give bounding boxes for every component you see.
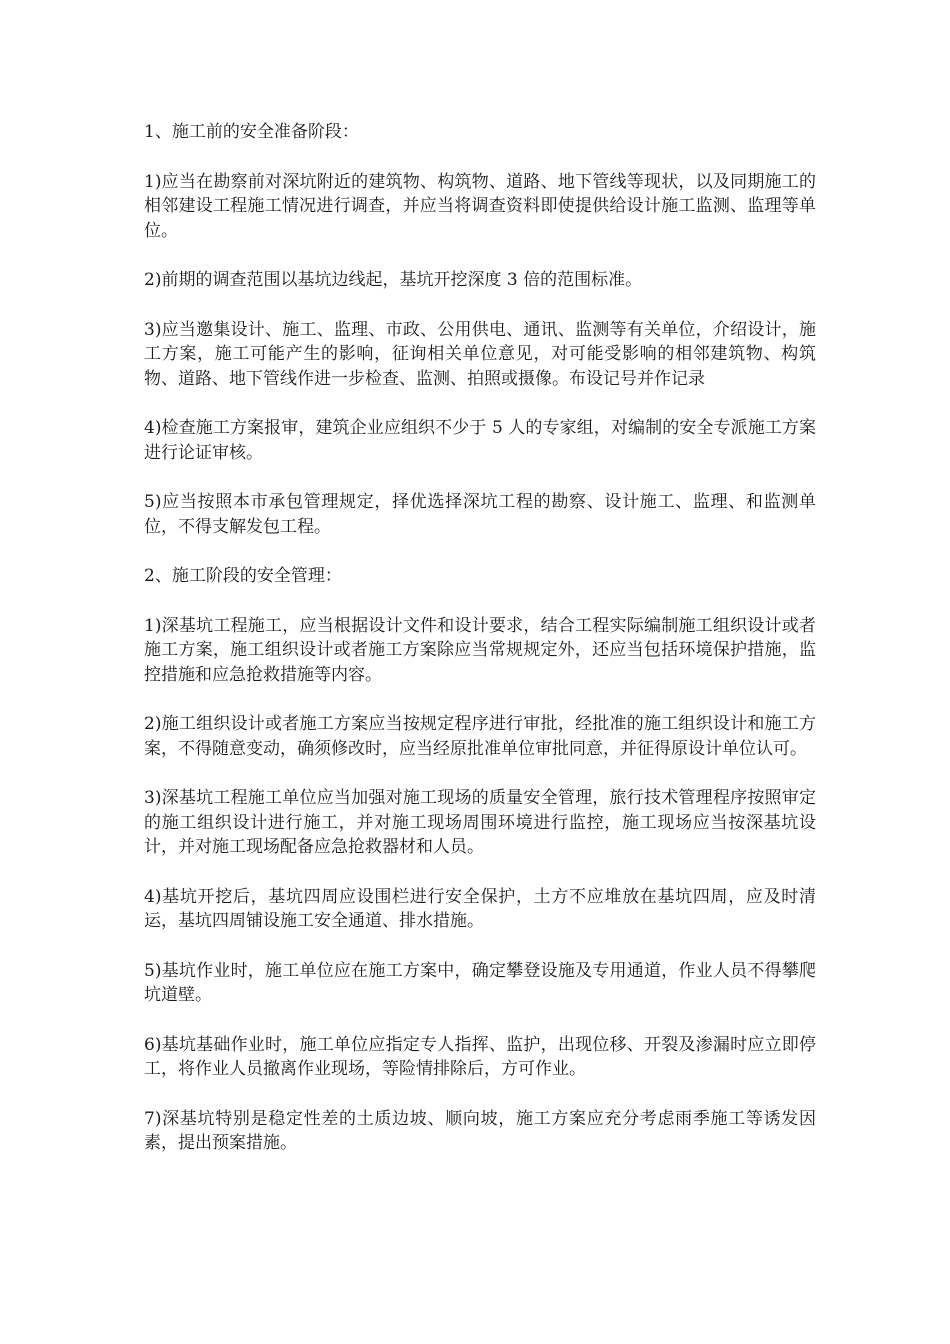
- paragraph: 1)应当在勘察前对深坑附近的建筑物、构筑物、道路、地下管线等现状，以及同期施工的相邻建设工程施工情况进行调查，并应当将调查资料即使提供给设计施工监测、监理等单位。: [144, 171, 816, 241]
- paragraph: 2)施工组织设计或者施工方案应当按规定程序进行审批，经批准的施工组织设计和施工方案，不得随意变动，确须修改时，应当经原批准单位审批同意，并征得原设计单位认可。: [144, 714, 816, 759]
- section-1: [144, 120, 816, 539]
- paragraph: 1)深基坑工程施工，应当根据设计文件和设计要求，结合工程实际编制施工组织设计或者施工方案，施工组织设计或者施工方案除应当常规规定外，还应当包括环境保护措施，监控措施和应急抢救措施等内容。: [144, 615, 816, 685]
- paragraph: 3)应当邀集设计、施工、监理、市政、公用供电、通讯、监测等有关单位，介绍设计，施工方案，施工可能产生的影响，征询相关单位意见，对可能受影响的相邻建筑物、构筑物、道路、地下管线作进一步检查、监测、拍照或摄像。布设记号并作记录: [144, 319, 816, 389]
- paragraph: 6)基坑基础作业时，施工单位应指定专人指挥、监护，出现位移、开裂及渗漏时应立即停工，将作业人员撤离作业现场，等险情排除后，方可作业。: [144, 1034, 816, 1079]
- section-heading: 1、施工前的安全准备阶段：: [144, 122, 359, 142]
- paragraph: 4)基坑开挖后，基坑四周应设围栏进行安全保护，土方不应堆放在基坑四周，应及时清运，基坑四周铺设施工安全通道、排水措施。: [144, 886, 816, 931]
- paragraph: 7)深基坑特别是稳定性差的土质边坡、顺向坡，施工方案应充分考虑雨季施工等诱发因素，提出预案措施。: [144, 1108, 816, 1153]
- section-heading: 2、施工阶段的安全管理：: [144, 566, 342, 586]
- document-page: [144, 120, 816, 1181]
- paragraph: 5)基坑作业时，施工单位应在施工方案中，确定攀登设施及专用通道，作业人员不得攀爬坑道壁。: [144, 960, 816, 1005]
- paragraph: 2)前期的调查范围以基坑边线起，基坑开挖深度 3 倍的范围标准。: [144, 270, 643, 290]
- paragraph: 5)应当按照本市承包管理规定，择优选择深坑工程的勘察、设计施工、监理、和监测单位，不得支解发包工程。: [144, 492, 816, 537]
- paragraph: 4)检查施工方案报审，建筑企业应组织不少于 5 人的专家组，对编制的安全专派施工方案进行论证审核。: [144, 418, 816, 463]
- paragraph: 3)深基坑工程施工单位应当加强对施工现场的质量安全管理，旅行技术管理程序按照审定的施工组织设计进行施工，并对施工现场周围环境进行监控，施工现场应当按深基坑设计，并对施工现场配备应急抢救器材和人员。: [144, 788, 816, 857]
- section-2: [144, 564, 816, 1156]
